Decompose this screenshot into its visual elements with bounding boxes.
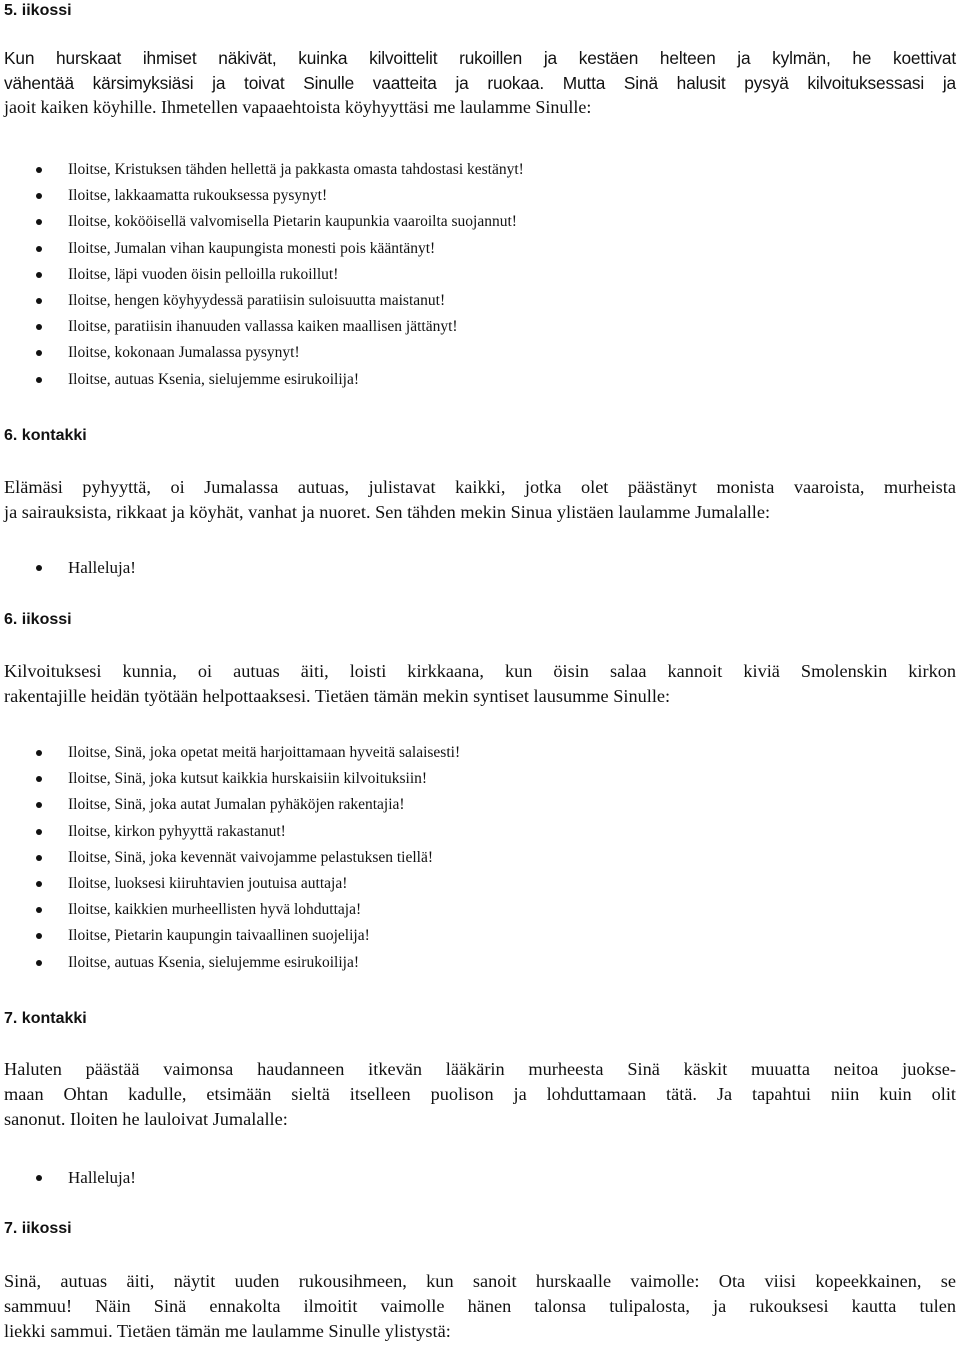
bullet-icon (36, 377, 42, 383)
list-item: Iloitse, autuas Ksenia, sielujemme esirukoilija! (0, 367, 956, 393)
bullet-icon (36, 272, 42, 278)
bullet-icon (36, 167, 42, 173)
paragraph-line: maan Ohtan kadulle, etsimään sieltä itselleen puolison ja lohduttamaan tätä. Ja tapahtui niin kuin olit (4, 1084, 956, 1104)
paragraph-line: jaoit kaiken köyhille. Ihmetellen vapaaehtoista köyhyyttäsi me laulamme Sinulle: (4, 97, 592, 117)
section-paragraph (4, 1269, 956, 1344)
paragraph-line: Elämäsi pyhyyttä, oi Jumalassa autuas, julistavat kaikki, jotka olet päästänyt monista vaaroista, murheista (4, 477, 956, 497)
paragraph-line: Haluten päästää vaimonsa haudanneen itkevän lääkärin murheesta Sinä käskit muuatta neitoa juokse- (4, 1059, 956, 1079)
paragraph-line: Kun hurskaat ihmiset näkivät, kuinka kilvoittelit rukoillen ja kestäen helteen ja kylmän, he koettivat (4, 48, 956, 68)
section-paragraph (4, 46, 956, 120)
list-item: Iloitse, Sinä, joka autat Jumalan pyhäköjen rakentajia! (0, 792, 956, 818)
list-item: Iloitse, Sinä, joka kutsut kaikkia hurskaisiin kilvoituksiin! (0, 766, 956, 792)
bullet-icon (36, 324, 42, 330)
list-item: Halleluja! (0, 1165, 956, 1191)
section-paragraph (4, 659, 956, 709)
bullet-list (0, 157, 956, 393)
list-item: Iloitse, läpi vuoden öisin pelloilla rukoillut! (0, 262, 956, 288)
list-item: Iloitse, kokööisellä valvomisella Pietarin kaupunkia vaaroilta suojannut! (0, 209, 956, 235)
bullet-icon (36, 776, 42, 782)
paragraph-line: sanonut. Iloiten he lauloivat Jumalalle: (4, 1109, 288, 1129)
list-item: Halleluja! (0, 555, 956, 581)
paragraph-line: rakentajille heidän työtään helpottaaksesi. Tietäen tämän mekin syntiset lausumme Sinulle: (4, 686, 671, 706)
bullet-icon (36, 855, 42, 861)
list-item: Iloitse, hengen köyhyydessä paratiisin suloisuutta maistanut! (0, 288, 956, 314)
bullet-icon (36, 750, 42, 756)
section-paragraph (4, 475, 956, 525)
list-item: Iloitse, lakkaamatta rukouksessa pysynyt! (0, 183, 956, 209)
list-item: Iloitse, paratiisin ihanuuden vallassa kaiken maallisen jättänyt! (0, 314, 956, 340)
bullet-icon (36, 565, 42, 571)
bullet-list (0, 555, 956, 581)
bullet-icon (36, 219, 42, 225)
bullet-icon (36, 298, 42, 304)
bullet-icon (36, 960, 42, 966)
bullet-icon (36, 193, 42, 199)
bullet-list (0, 1165, 956, 1191)
list-item: Iloitse, Sinä, joka kevennät vaivojamme pelastuksen tiellä! (0, 845, 956, 871)
bullet-icon (36, 350, 42, 356)
list-item: Iloitse, Pietarin kaupungin taivaallinen suojelija! (0, 923, 956, 949)
paragraph-line: vähentää kärsimyksiäsi ja toivat Sinulle vaatteita ja ruokaa. Mutta Sinä halusit pysyä kilvoituksessasi ja (4, 72, 956, 93)
list-item: Iloitse, Jumalan vihan kaupungista monesti pois kääntänyt! (0, 236, 956, 262)
section-heading: 7. iikossi (4, 1220, 72, 1237)
bullet-icon (36, 1175, 42, 1181)
list-item: Iloitse, kokonaan Jumalassa pysynyt! (0, 340, 956, 366)
list-item: Iloitse, kirkon pyhyyttä rakastanut! (0, 819, 956, 845)
section-heading: 6. kontakki (4, 427, 87, 444)
section-heading: 7. kontakki (4, 1010, 87, 1027)
list-item: Iloitse, luoksesi kiiruhtavien joutuisa auttaja! (0, 871, 956, 897)
list-item: Iloitse, kaikkien murheellisten hyvä lohduttaja! (0, 897, 956, 923)
bullet-icon (36, 907, 42, 913)
section-heading: 6. iikossi (4, 611, 72, 628)
bullet-icon (36, 802, 42, 808)
list-item: Iloitse, Kristuksen tähden hellettä ja pakkasta omasta tahdostasi kestänyt! (0, 157, 956, 183)
bullet-list (0, 740, 956, 976)
paragraph-line: Kilvoituksesi kunnia, oi autuas äiti, loisti kirkkaana, kun öisin salaa kannoit kiviä Smolenskin kirkon (4, 661, 956, 681)
paragraph-line: liekki sammui. Tietäen tämän me laulamme Sinulle ylistystä: (4, 1321, 451, 1341)
section-heading: 5. iikossi (4, 2, 72, 19)
list-item: Iloitse, Sinä, joka opetat meitä harjoittamaan hyveitä salaisesti! (0, 740, 956, 766)
bullet-icon (36, 829, 42, 835)
paragraph-line: sammuu! Näin Sinä ennakolta ilmoitit vaimolle hänen talonsa tulipalosta, ja rukouksesi kautta tulen (4, 1296, 956, 1316)
bullet-icon (36, 933, 42, 939)
bullet-icon (36, 246, 42, 252)
section-paragraph (4, 1057, 956, 1132)
bullet-icon (36, 881, 42, 887)
list-item: Iloitse, autuas Ksenia, sielujemme esirukoilija! (0, 950, 956, 976)
paragraph-line: Sinä, autuas äiti, näytit uuden rukousihmeen, kun sanoit hurskaalle vaimolle: Ota viisi kopeekkainen, se (4, 1271, 956, 1291)
paragraph-line: ja sairauksista, rikkaat ja köyhät, vanhat ja nuoret. Sen tähden mekin Sinua ylistäen laulamme Jumalalle: (4, 502, 771, 522)
